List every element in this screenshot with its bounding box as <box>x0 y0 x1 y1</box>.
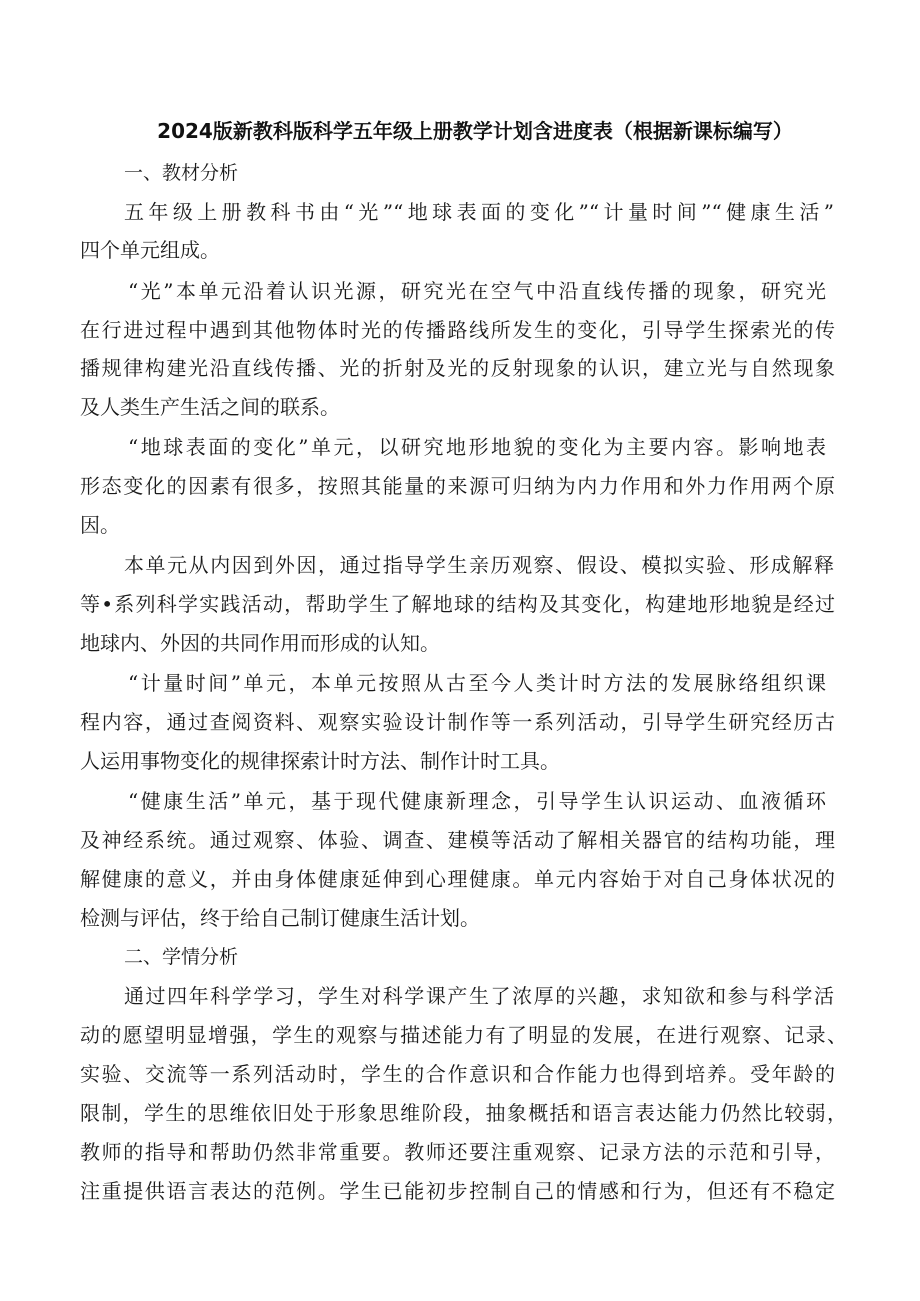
paragraph-line: 动的愿望明显增强，学生的观察与描述能力有了明显的发展，在进行观察、记录、 <box>80 1023 847 1047</box>
paragraph-line: 五年级上册教科书由“光”“地球表面的变化”“计量时间”“健康生活” <box>124 200 834 224</box>
paragraph-line: 因。 <box>80 513 120 537</box>
paragraph-line: “计量时间”单元，本单元按照从古至今人类计时方法的发展脉络组织课 <box>128 671 826 695</box>
paragraph-line: 教师的指导和帮助仍然非常重要。教师还要注重观察、记录方法的示范和引导， <box>80 1140 835 1164</box>
paragraph-line: 及人类生产生活之间的联系。 <box>80 395 340 419</box>
paragraph-line: 等•系列科学实践活动，帮助学生了解地球的结构及其变化，构建地形地貌是经过 <box>80 592 835 616</box>
paragraph-line: 解健康的意义，并由身体健康延伸到心理健康。单元内容始于对自己身体状况的 <box>80 867 835 891</box>
section-heading-learners: 二、学情分析 <box>124 946 239 968</box>
paragraph-line: “健康生活”单元，基于现代健康新理念，引导学生认识运动、血液循环 <box>128 789 826 813</box>
paragraph-line: 实验、交流等一系列活动时，学生的合作意识和合作能力也得到培养。受年龄的 <box>80 1062 835 1086</box>
paragraph-line: 本单元从内因到外因，通过指导学生亲历观察、假设、模拟实验、形成解释 <box>124 553 834 577</box>
document-title: 2024版新教科版科学五年级上册教学计划含进度表（根据新课标编写） <box>157 119 793 143</box>
paragraph-line: 及神经系统。通过观察、体验、调查、建模等活动了解相关器官的结构功能，理 <box>80 828 835 852</box>
paragraph-line: 程内容，通过查阅资料、观察实验设计制作等一系列活动，引导学生研究经历古 <box>80 710 835 734</box>
paragraph-line: 检测与评估，终于给自己制订健康生活计划。 <box>80 906 480 930</box>
paragraph-line: 人运用事物变化的规律探索计时方法、制作计时工具。 <box>80 749 560 773</box>
paragraph-line: 限制，学生的思维依旧处于形象思维阶段，抽象概括和语言表达能力仍然比较弱， <box>80 1101 847 1125</box>
paragraph-line: 四个单元组成。 <box>80 238 220 262</box>
paragraph-line: 通过四年科学学习，学生对科学课产生了浓厚的兴趣，求知欲和参与科学活 <box>124 984 834 1008</box>
paragraph-line: 注重提供语言表达的范例。学生已能初步控制自己的情感和行为，但还有不稳定 <box>80 1179 835 1203</box>
paragraph-line: 地球内、外因的共同作用而形成的认知。 <box>80 631 440 655</box>
paragraph-line: “地球表面的变化”单元，以研究地形地貌的变化为主要内容。影响地表 <box>128 435 826 459</box>
paragraph-line: 在行进过程中遇到其他物体时光的传播路线所发生的变化，引导学生探索光的传 <box>80 318 835 342</box>
paragraph-line: “光”本单元沿着认识光源，研究光在空气中沿直线传播的现象，研究光 <box>128 279 826 303</box>
section-heading-materials: 一、教材分析 <box>124 162 239 184</box>
paragraph-line: 播规律构建光沿直线传播、光的折射及光的反射现象的认识，建立光与自然现象 <box>80 356 835 380</box>
paragraph-line: 形态变化的因素有很多，按照其能量的来源可归纳为内力作用和外力作用两个原 <box>80 474 835 498</box>
